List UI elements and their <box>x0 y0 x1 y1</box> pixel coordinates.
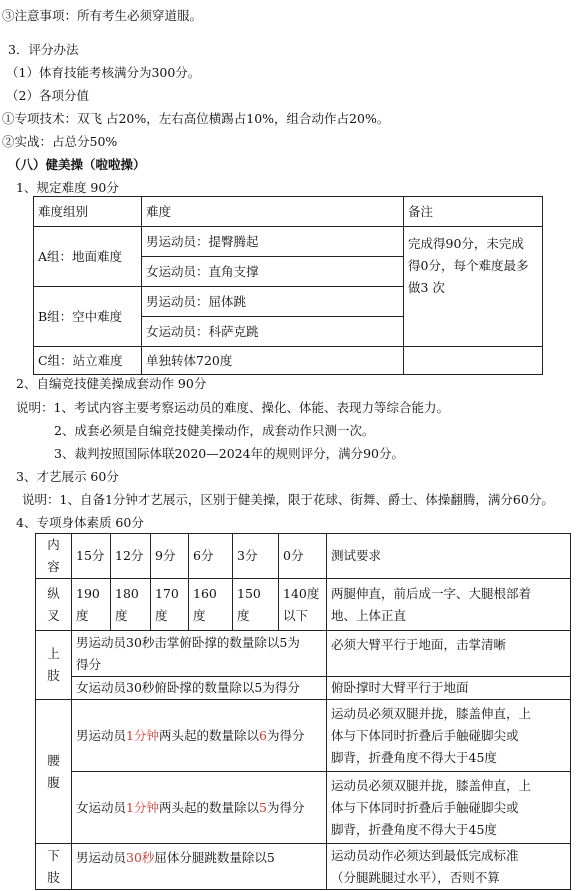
difficulty-item: 男运动员：提臀腾起 <box>142 227 404 257</box>
waist-female-requirement: 运动员必须双腿并拢，膝盖伸直，上 体与下体同时折叠后手触碰脚尖或 脚背，折叠角度不得大于45度 <box>327 772 571 844</box>
empty-cell <box>404 347 543 375</box>
split-value: 140度 以下 <box>279 579 327 631</box>
note-cell: 完成得90分，未完成 得0分，每个难度最多 做3 次 <box>404 227 543 347</box>
talent-desc: 说明：1、自备1分钟才艺展示，区别于健美操，限于花球、街舞、爵士、体操翻腾，满分60分。 <box>22 492 554 507</box>
fitness-table <box>35 533 571 890</box>
difficulty-item: 男运动员：屈体跳 <box>142 287 404 317</box>
split-value: 150 度 <box>233 579 279 631</box>
values-line: （2）各项分值 <box>6 88 89 103</box>
split-value: 160 度 <box>189 579 233 631</box>
upper-male-requirement: 必须大臂平行于地面，击掌清晰 <box>327 631 571 677</box>
header-group: 难度组别 <box>34 197 142 227</box>
routine-desc-1: 说明：1、考试内容主要考察运动员的难度、操化、体能、表现力等综合能力。 <box>16 400 449 415</box>
score-header: 0分 <box>279 534 327 579</box>
score-header: 9分 <box>151 534 189 579</box>
difficulty-item: 单独转体720度 <box>142 347 404 375</box>
header-difficulty: 难度 <box>142 197 404 227</box>
talent-heading: 3、才艺展示 60分 <box>16 469 119 484</box>
header-note: 备注 <box>404 197 543 227</box>
upper-female: 女运动员30秒俯卧撑的数量除以5为得分 <box>72 677 327 700</box>
routine-desc-2: 2、成套必须是自编竞技健美操动作，成套动作只测一次。 <box>54 423 375 438</box>
score-header: 15分 <box>72 534 111 579</box>
scoring-heading: 3．评分办法 <box>8 42 79 57</box>
difficulty-item: 女运动员：科萨克跳 <box>142 317 404 347</box>
routine-desc-3: 3、裁判按照国际体联2020—2024年的规则评分，满分90分。 <box>54 446 404 461</box>
score-header: 6分 <box>189 534 233 579</box>
full-score-line: （1）体育技能考核满分为300分。 <box>6 65 201 80</box>
group-c: C组：站立难度 <box>34 347 142 375</box>
technique-line: ①专项技术：双飞 占20%，左右高位横踢占10%，组合动作占20%。 <box>2 111 390 126</box>
required-difficulty-heading: 1、规定难度 90分 <box>16 180 119 195</box>
waist-female: 女运动员1分钟两头起的数量除以5为得分 <box>72 772 327 844</box>
score-header: 3分 <box>233 534 279 579</box>
row-label-split: 纵 叉 <box>36 579 72 631</box>
sparring-line: ②实战：占总分50% <box>2 134 118 149</box>
row-label-upper: 上 肢 <box>36 631 72 700</box>
fitness-heading: 4、专项身体素质 60分 <box>16 515 144 530</box>
waist-male: 男运动员1分钟两头起的数量除以6为得分 <box>72 700 327 772</box>
requirement-header: 测试要求 <box>327 534 571 579</box>
score-header: 12分 <box>111 534 151 579</box>
split-requirement: 两腿伸直，前后成一字、大腿根部着 地、上体正直 <box>327 579 571 631</box>
split-value: 170 度 <box>151 579 189 631</box>
upper-female-requirement: 俯卧撑时大臂平行于地面 <box>327 677 571 700</box>
difficulty-table <box>33 196 543 375</box>
note-line: ③注意事项：所有考生必须穿道服。 <box>2 8 203 23</box>
group-a: A组：地面难度 <box>34 227 142 287</box>
lower-requirement: 运动员动作必须达到最低完成标准 （分腿跳腿过水平），否则不算 <box>327 844 571 890</box>
waist-male-requirement: 运动员必须双腿并拢，膝盖伸直，上 体与下体同时折叠后手触碰脚尖或 脚背，折叠角度不得大于45度 <box>327 700 571 772</box>
upper-male: 男运动员30秒击掌俯卧撑的数量除以5为 得分 <box>72 631 327 677</box>
section-title-aerobics: （八）健美操（啦啦操） <box>8 157 146 172</box>
routine-heading: 2、自编竞技健美操成套动作 90分 <box>16 376 207 391</box>
lower-text: 男运动员30秒屈体分腿跳数量除以5 <box>72 844 327 890</box>
split-value: 190 度 <box>72 579 111 631</box>
split-value: 180 度 <box>111 579 151 631</box>
row-label-waist: 腰 腹 <box>36 700 72 844</box>
difficulty-item: 女运动员：直角支撑 <box>142 257 404 287</box>
group-b: B组：空中难度 <box>34 287 142 347</box>
row-label-content: 内 容 <box>36 534 72 579</box>
row-label-lower: 下 肢 <box>36 844 72 890</box>
